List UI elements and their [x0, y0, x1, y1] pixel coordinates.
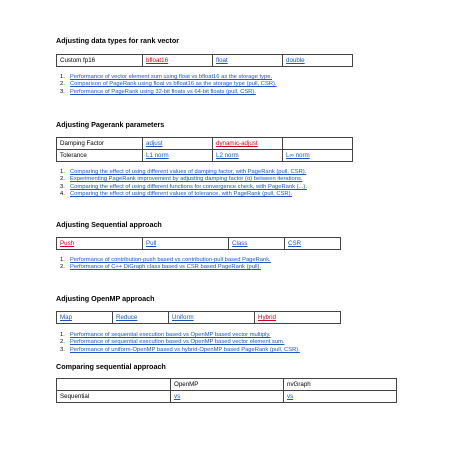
table-link-cell[interactable]: dynamic-adjust [213, 138, 283, 150]
list-item: 2. Performance of C++ DiGraph class based vs CSR based PageRank (pull). [60, 264, 262, 271]
section-heading: Comparing sequential approach [56, 362, 166, 371]
table-row [57, 138, 353, 150]
table-link-cell[interactable]: Push [57, 238, 143, 250]
compare-table [56, 378, 397, 403]
table-link-cell[interactable]: float [213, 55, 283, 67]
sequential-table [56, 237, 341, 250]
section-data-types [56, 36, 396, 95]
section-pagerank-params [56, 120, 396, 198]
table-cell: Custom fp16 [57, 55, 143, 67]
list-link[interactable]: Performance of contribution-push based vs contribution-pull based PageRank. [70, 257, 271, 263]
section-heading: Adjusting Sequential approach [56, 220, 162, 229]
table-cell: OpenMP [171, 379, 284, 391]
table-cell: Tolerance [57, 150, 143, 162]
table-link-cell[interactable]: Hybrid [255, 312, 341, 324]
table-cell: Damping Factor [57, 138, 143, 150]
list-item: 3. Comparing the effect of using different functions for convergence check, with PageRank (...). [60, 183, 307, 190]
table-row [57, 379, 397, 391]
table-link-cell[interactable]: Map [57, 312, 113, 324]
section-heading: Adjusting Pagerank parameters [56, 120, 165, 129]
list-item: 3. Performance of uniform-OpenMP based vs hybrid-OpenMP based PageRank (pull, CSR). [60, 346, 300, 353]
numbered-list [60, 74, 277, 96]
list-item: 1. Performance of vector element sum using float vs bfloat16 as the storage type. [60, 74, 273, 80]
list-link[interactable]: Comparing the effect of using different functions for convergence check, with PageRank (...). [70, 183, 307, 190]
list-item: 3. Performance of PageRank using 32-bit floats vs 64-bit floats (pull, CSR). [60, 88, 256, 95]
list-item: 4. Comparing the effect of using different values of tolerance, with PageRank (pull, CSR). [60, 191, 293, 198]
table-link-cell[interactable]: Reduce [113, 312, 169, 324]
table-link-cell[interactable]: vs [171, 391, 284, 403]
table-link-cell[interactable]: Pull [143, 238, 229, 250]
list-link[interactable]: Comparing the effect of using different values of damping factor, with PageRank (pull, CSR). [70, 169, 307, 175]
list-item: 1. Performance of sequential execution based vs OpenMP based vector multiply. [60, 332, 271, 338]
numbered-list [60, 332, 300, 354]
table-link-cell[interactable]: Uniform [169, 312, 255, 324]
table-link-cell[interactable]: CSR [285, 238, 341, 250]
table-link-cell[interactable]: L2 norm [213, 150, 283, 162]
section-openmp [56, 294, 396, 353]
table-link-cell[interactable]: L∞ norm [283, 150, 353, 162]
list-link[interactable]: Performance of sequential execution based vs OpenMP based vector multiply. [70, 332, 271, 338]
table-link-cell[interactable]: Class [229, 238, 285, 250]
table-link-cell[interactable]: double [283, 55, 353, 67]
list-link[interactable]: Performance of uniform-OpenMP based vs hybrid-OpenMP based PageRank (pull, CSR). [70, 346, 300, 353]
list-link[interactable]: Comparison of PageRank using float vs bfloat16 as the storage type (pull, CSR). [70, 81, 277, 88]
table-row [57, 238, 341, 250]
pagerank-params-table [56, 137, 353, 162]
table-link-cell[interactable]: L1 norm [143, 150, 213, 162]
list-item: 2. Experimenting PageRank improvement by adjusting damping factor (α) between iterations. [60, 176, 303, 183]
table-link-cell[interactable]: bfloat16 [143, 55, 213, 67]
section-compare-sequential [56, 362, 396, 400]
table-cell: Sequential [57, 391, 171, 403]
section-sequential [56, 220, 396, 271]
table-link-cell[interactable]: adjust [143, 138, 213, 150]
list-item: 2. Comparison of PageRank using float vs bfloat16 as the storage type (pull, CSR). [60, 81, 277, 88]
list-link[interactable]: Performance of C++ DiGraph class based vs CSR based PageRank (pull). [70, 264, 262, 271]
table-cell [57, 379, 171, 391]
list-item: 2. Performance of sequential execution based vs OpenMP based vector element sum. [60, 339, 285, 346]
table-row [57, 312, 341, 324]
list-item: 1. Performance of contribution-push based vs contribution-pull based PageRank. [60, 257, 271, 263]
table-row [57, 150, 353, 162]
section-heading: Adjusting OpenMP approach [56, 294, 155, 303]
list-link[interactable]: Performance of sequential execution based vs OpenMP based vector element sum. [70, 339, 285, 346]
data-types-table [56, 54, 353, 67]
table-row [57, 55, 353, 67]
openmp-table [56, 311, 341, 324]
numbered-list [60, 257, 271, 272]
numbered-list [60, 169, 307, 199]
table-row [57, 391, 397, 403]
table-cell: nvGraph [284, 379, 397, 391]
list-item: 1. Comparing the effect of using different values of damping factor, with PageRank (pull, CSR). [60, 169, 307, 175]
list-link[interactable]: Performance of PageRank using 32-bit floats vs 64-bit floats (pull, CSR). [70, 88, 256, 95]
section-heading: Adjusting data types for rank vector [56, 36, 180, 45]
list-link[interactable]: Experimenting PageRank improvement by adjusting damping factor (α) between iterations. [70, 176, 303, 183]
table-cell [283, 138, 353, 150]
table-link-cell[interactable]: vs [284, 391, 397, 403]
list-link[interactable]: Comparing the effect of using different values of tolerance, with PageRank (pull, CSR). [70, 191, 293, 198]
list-link[interactable]: Performance of vector element sum using float vs bfloat16 as the storage type. [70, 74, 273, 80]
